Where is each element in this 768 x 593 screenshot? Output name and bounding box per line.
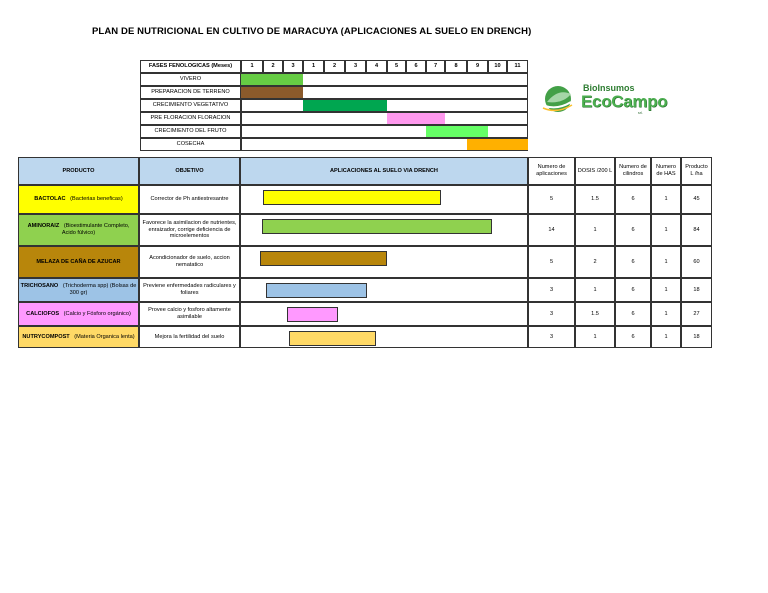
has-value: 1 <box>651 278 681 302</box>
has-value: 1 <box>651 214 681 246</box>
num-aplicaciones: 14 <box>528 214 575 246</box>
phase-bar <box>467 139 528 151</box>
dosis-value: 1.5 <box>575 302 615 326</box>
phase-bar <box>387 113 445 125</box>
application-bar <box>287 307 338 322</box>
phase-bar <box>426 126 488 138</box>
application-bar <box>263 190 441 205</box>
phase-bar <box>303 100 387 112</box>
header-producto: PRODUCTO <box>18 157 139 185</box>
cilindros-value: 6 <box>615 302 651 326</box>
total-value: 18 <box>681 326 712 348</box>
product-name: TRICHOSANO <box>20 283 59 290</box>
product-name-cell <box>18 326 139 348</box>
phase-track <box>241 112 528 125</box>
product-name-cell <box>18 278 139 302</box>
month-header: 3 <box>345 60 366 73</box>
page-title: PLAN DE NUTRICIONAL EN CULTIVO DE MARACUYA (APLICACIONES AL SUELO EN DRENCH) <box>92 26 532 37</box>
phases-header: FASES FENOLOGICAS (Meses) <box>140 60 241 73</box>
ecocampo-logo <box>537 78 668 118</box>
product-objective: Favorece la asimilacion de nutrientes, enraizador, corrige deficiencia de microelementos <box>139 214 240 246</box>
total-value: 18 <box>681 278 712 302</box>
has-value: 1 <box>651 326 681 348</box>
product-objective: Provee calcio y fosforo altamente asimilable <box>139 302 240 326</box>
header-aplicaciones: APLICACIONES AL SUELO VIA DRENCH <box>240 157 528 185</box>
product-name: AMINORAIZ <box>27 223 60 230</box>
product-objective: Acondicionador de suelo, accion nematatico <box>139 246 240 278</box>
month-header: 9 <box>467 60 488 73</box>
month-header: 1 <box>303 60 324 73</box>
num-aplicaciones: 3 <box>528 326 575 348</box>
has-value: 1 <box>651 246 681 278</box>
month-header: 2 <box>324 60 345 73</box>
product-name: CALCIOFOS <box>26 310 60 317</box>
application-bar <box>266 283 367 298</box>
phase-bar <box>241 87 303 99</box>
cilindros-value: 6 <box>615 326 651 348</box>
phase-bar <box>241 74 303 86</box>
cilindros-value: 6 <box>615 214 651 246</box>
product-name: MELAZA DE CAÑA DE AZUCAR <box>36 258 121 265</box>
dosis-value: 1 <box>575 326 615 348</box>
month-header: 7 <box>426 60 445 73</box>
product-name: NUTRYCOMPOST <box>22 333 70 340</box>
phase-label: CRECIMIENTO VEGETATIVO <box>140 99 241 112</box>
total-value: 84 <box>681 214 712 246</box>
logo-line2: EcoCampo <box>581 92 668 111</box>
num-aplicaciones: 5 <box>528 185 575 214</box>
phase-label: CRECIMIENTO DEL FRUTO <box>140 125 241 138</box>
logo-line3: srl. <box>638 111 643 115</box>
product-objective: Mejora la fertilidad del suelo <box>139 326 240 348</box>
header-has: Numero de HAS <box>651 157 681 185</box>
month-header: 4 <box>366 60 387 73</box>
total-value: 45 <box>681 185 712 214</box>
application-bar <box>289 331 376 346</box>
cilindros-value: 6 <box>615 278 651 302</box>
month-header: 5 <box>387 60 406 73</box>
month-header: 6 <box>406 60 426 73</box>
header-objetivo: OBJETIVO <box>139 157 240 185</box>
total-value: 60 <box>681 246 712 278</box>
has-value: 1 <box>651 302 681 326</box>
num-aplicaciones: 3 <box>528 302 575 326</box>
phase-label: PRE FLORACION FLORACION <box>140 112 241 125</box>
product-name-cell <box>18 185 139 214</box>
product-description: (Bacterias beneficas) <box>70 196 123 202</box>
application-bar <box>262 219 492 234</box>
logo-line1: BioInsumos <box>583 83 635 93</box>
product-description: (Trichoderma spp) (Bolsas de 300 gr) <box>62 283 137 296</box>
product-description: (Materia Organica lenta) <box>74 333 135 340</box>
dosis-value: 2 <box>575 246 615 278</box>
month-header: 11 <box>507 60 528 73</box>
header-num_aplic: Numero de aplicaciones <box>528 157 575 185</box>
phase-label: VIVERO <box>140 73 241 86</box>
phase-label: COSECHA <box>140 138 241 151</box>
num-aplicaciones: 3 <box>528 278 575 302</box>
dosis-value: 1 <box>575 214 615 246</box>
header-dosis: DOSIS /200 L <box>575 157 615 185</box>
product-objective: Corrector de Ph antiestresantre <box>139 185 240 214</box>
cilindros-value: 6 <box>615 185 651 214</box>
product-name-cell <box>18 302 139 326</box>
product-description: (Bioestimulante Completo, Acido fúlvico) <box>61 223 130 236</box>
num-aplicaciones: 5 <box>528 246 575 278</box>
dosis-value: 1 <box>575 278 615 302</box>
total-value: 27 <box>681 302 712 326</box>
header-cilindros: Numero de cilindros <box>615 157 651 185</box>
month-header: 2 <box>263 60 283 73</box>
month-header: 8 <box>445 60 467 73</box>
product-objective: Previene enfermedades radiculares y foliares <box>139 278 240 302</box>
month-header: 3 <box>283 60 303 73</box>
has-value: 1 <box>651 185 681 214</box>
month-header: 10 <box>488 60 507 73</box>
phase-label: PREPARACION DE TERRENO <box>140 86 241 99</box>
month-header: 1 <box>241 60 263 73</box>
product-name-cell <box>18 246 139 278</box>
application-track <box>240 326 528 348</box>
application-track <box>240 302 528 326</box>
application-bar <box>260 251 387 266</box>
dosis-value: 1.5 <box>575 185 615 214</box>
header-producto_lha: Producto L /ha <box>681 157 712 185</box>
cilindros-value: 6 <box>615 246 651 278</box>
product-name-cell <box>18 214 139 246</box>
product-description: (Calcio y Fósforo orgánico) <box>63 310 131 317</box>
leaf-icon <box>541 80 581 120</box>
product-name: BACTOLAC <box>34 196 66 202</box>
